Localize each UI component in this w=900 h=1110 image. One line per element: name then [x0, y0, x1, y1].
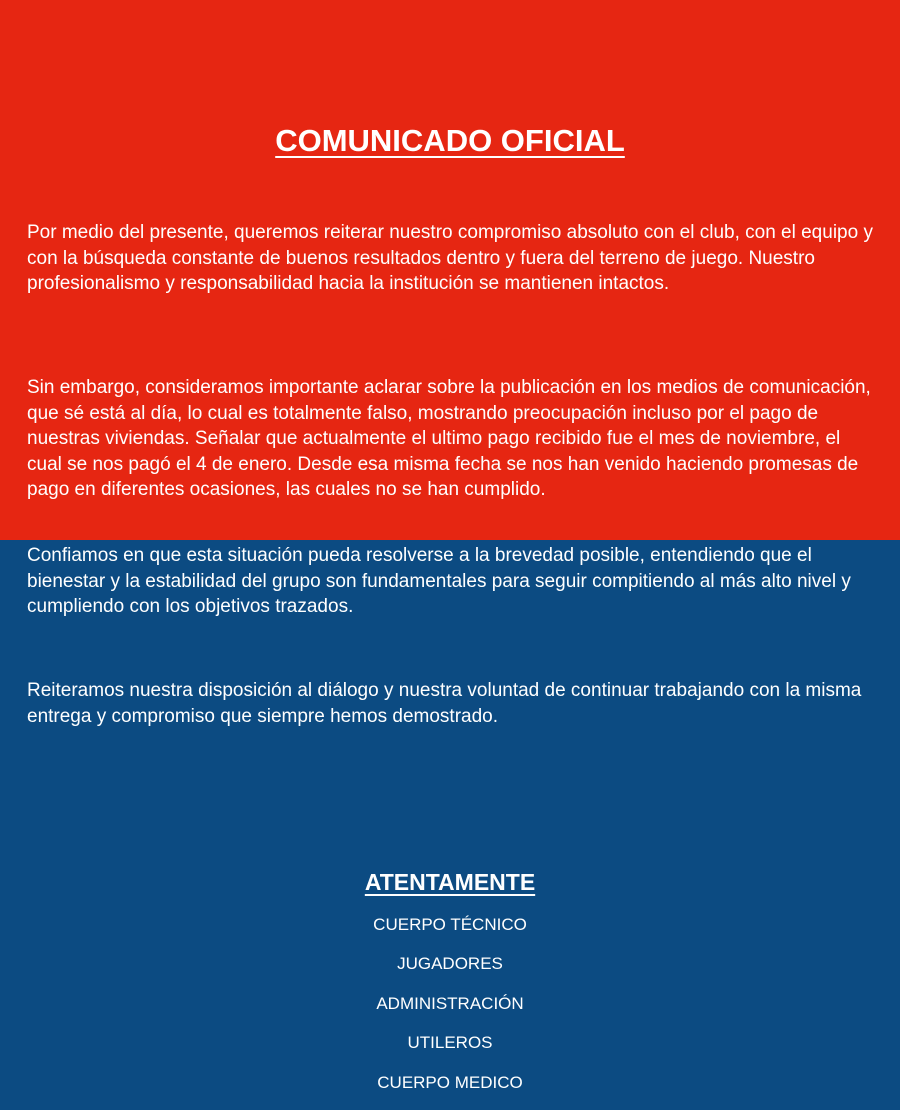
- paragraph-dialogue: Reiteramos nuestra disposición al diálogo y nuestra voluntad de continuar trabajando con la misma entrega y compromiso que siempre hemos demostrado.: [27, 680, 862, 727]
- closing-salutation: ATENTAMENTE: [364, 869, 536, 895]
- signatory-cuerpo-medico: CUERPO MEDICO: [377, 1072, 523, 1092]
- paragraph-clarification: Sin embargo, consideramos importante aclarar sobre la publicación en los medios de comunicación, que sé está al día, lo cual es totalmente falso, mostrando preocupación incluso por el pago de nuestras viviendas. Señalar que actualmente el ultimo pago recibido fue el mes de noviembre, el cual se nos pagó el 4 de enero. Desde esa misma fecha se nos han venido haciendo promesas de pago en diferentes ocasiones, las cuales no se han cumplido.: [27, 377, 871, 500]
- signatory-utileros: UTILEROS: [407, 1033, 493, 1053]
- signatories-list: [0, 912, 900, 1109]
- paragraph-resolution: Confiamos en que esta situación pueda resolverse a la brevedad posible, entendiendo que el bienestar y la estabilidad del grupo son fundamentales para seguir compitiendo al más alto nivel y cumpliendo con los objetivos trazados.: [27, 545, 851, 617]
- signatory-cuerpo-tecnico: CUERPO TÉCNICO: [373, 915, 527, 934]
- signatory-jugadores: JUGADORES: [397, 954, 503, 974]
- paragraph-commitment: Por medio del presente, queremos reiterar nuestro compromiso absoluto con el club, con el equipo y con la búsqueda constante de buenos resultados dentro y fuera del terreno de juego. Nuestro profesionalismo y responsabilidad hacia la institución se mantienen intactos.: [27, 222, 873, 294]
- signatory-administracion: ADMINISTRACIÓN: [376, 993, 524, 1013]
- document-title: COMUNICADO OFICIAL: [275, 123, 625, 158]
